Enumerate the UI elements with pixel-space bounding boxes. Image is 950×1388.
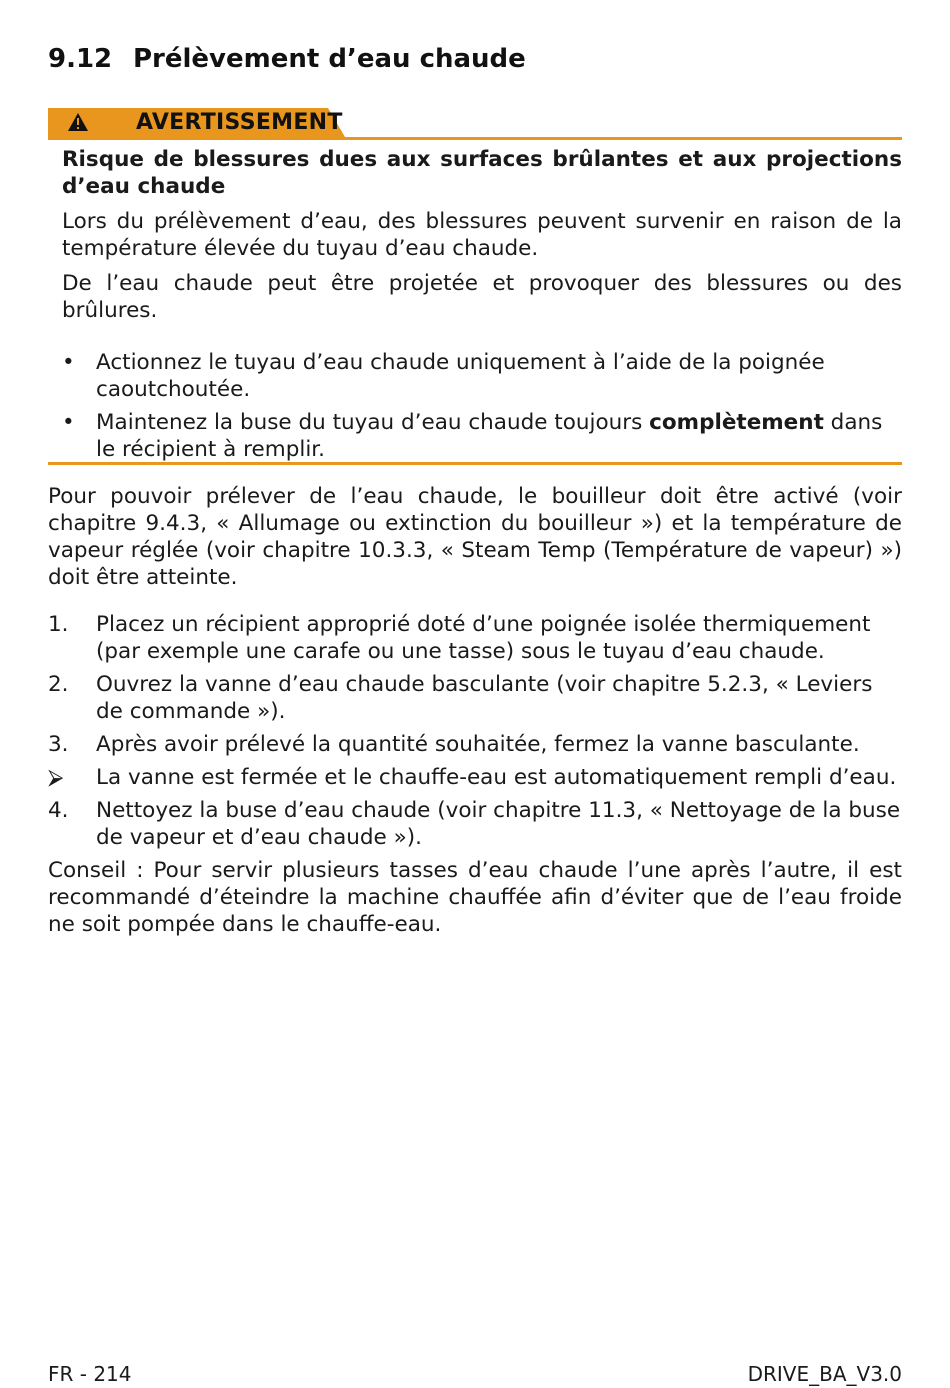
list-item [62,409,902,463]
main-text [48,483,902,938]
section-number: 9.12 [48,44,113,74]
steps-list [48,611,902,851]
warning-label: AVERTISSEMENT [136,110,343,135]
bullet-text: dans le récipient à remplir. [96,410,883,462]
list-item [48,731,902,758]
step-marker: 4. [48,798,69,823]
bullet-text: Maintenez la buse du tuyau d’eau chaude toujours [96,410,650,435]
warning-banner [48,108,902,140]
list-item [62,349,902,403]
warning-title: Risque de blessures dues aux surfaces brûlantes et aux projections d’eau chaude [62,147,902,199]
warning-paragraph: De l’eau chaude peut être projetée et provoquer des blessures ou des brûlures. [62,271,902,323]
warning-triangle-icon [67,112,89,132]
step-text: Après avoir prélevé la quantité souhaitée, fermez la vanne basculante. [96,732,860,757]
list-item [48,797,902,851]
intro-paragraph: Pour pouvoir prélever de l’eau chaude, le bouilleur doit être activé (voir chapitre 9.4.3, « Allumage ou extinction du bouilleur ») et la température de vapeur réglée (voir chapitre 10.3.3, « Steam Temp (Température de vapeur) ») doit être atteinte. [48,484,902,590]
step-text: Nettoyez la buse d’eau chaude (voir chapitre 11.3, « Nettoyage de la buse de vapeur et d’eau chaude »). [96,798,901,850]
warning-rule-top [48,137,902,140]
section-heading [48,44,526,74]
bullet-marker: • [62,410,75,435]
step-text: La vanne est fermée et le chauffe-eau est automatiquement rempli d’eau. [96,765,897,790]
list-item [48,764,902,791]
list-item [48,611,902,665]
warning-paragraph: Lors du prélèvement d’eau, des blessures peuvent survenir en raison de la température élevée du tuyau d’eau chaude. [62,209,902,261]
bullet-marker: • [62,350,75,375]
document-id: DRIVE_BA_V3.0 [747,1362,902,1386]
result-arrow-icon: ⮚ [48,765,64,790]
step-marker: 3. [48,732,69,757]
bullet-text: Actionnez le tuyau d’eau chaude uniquement à l’aide de la poignée caoutchoutée. [96,350,825,402]
step-text: Placez un récipient approprié doté d’une poignée isolée thermiquement (par exemple une carafe ou une tasse) sous le tuyau d’eau chaude. [96,612,871,664]
bullet-emphasis: complètement [649,410,824,435]
warning-bullet-list [62,349,902,463]
warning-body [62,146,902,469]
page-number: FR - 214 [48,1362,132,1386]
tip-paragraph: Conseil : Pour servir plusieurs tasses d’eau chaude l’une après l’autre, il est recommandé d’éteindre la machine chauffée afin d’éviter que de l’eau froide ne soit pompée dans le chauffe-eau. [48,858,902,937]
warning-rule-bottom [48,462,902,465]
step-marker: 1. [48,612,69,637]
list-item [48,671,902,725]
step-text: Ouvrez la vanne d’eau chaude basculante (voir chapitre 5.2.3, « Leviers de commande »). [96,672,873,724]
step-marker: 2. [48,672,69,697]
section-title: Prélèvement d’eau chaude [133,44,526,74]
